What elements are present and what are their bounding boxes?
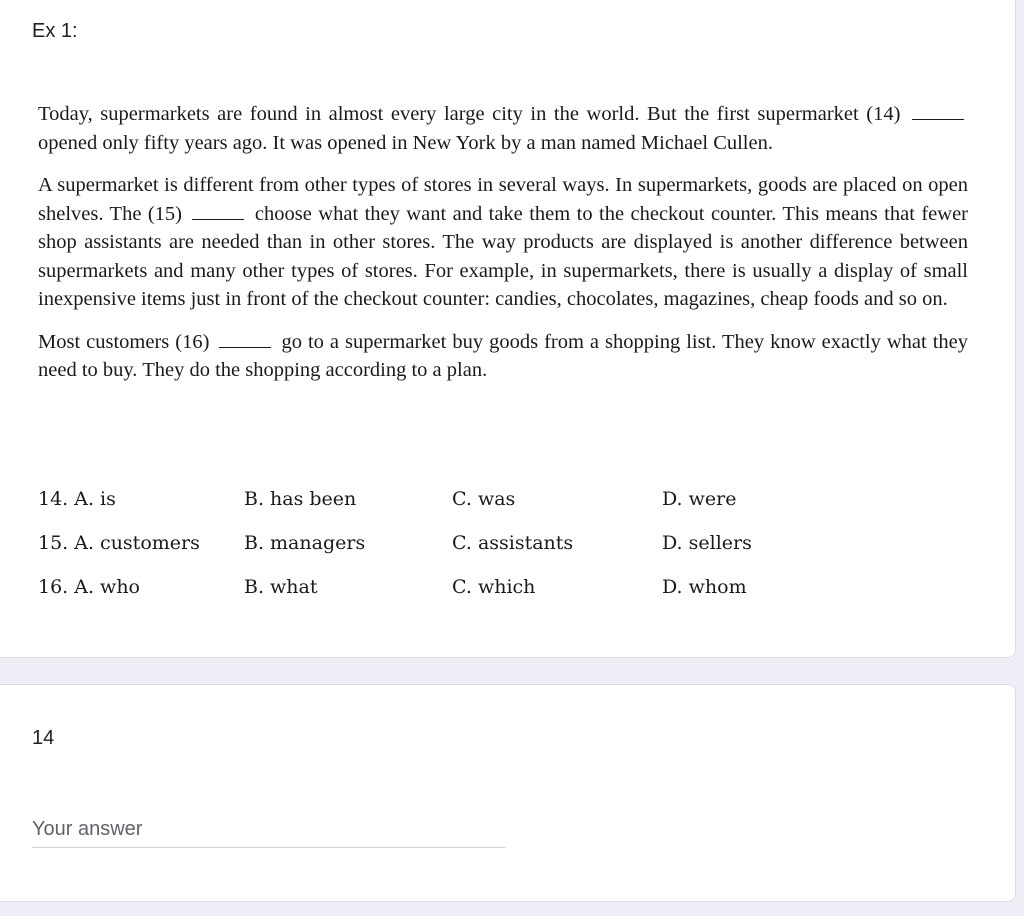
option-14-c: C. was	[452, 488, 516, 510]
question-title: 14	[32, 727, 55, 749]
paragraph-2-part-2: choose what they want and take them to the checkout counter. This means that fewer shop assistants are needed than in other stores. The way products are displayed is another difference between supermarkets and many other types of stores. For example, in supermarkets, there is usually a display of small inexpensive items just in front of the checkout counter: candies, chocolates, magazines, cheap foods and so on.	[38, 202, 969, 310]
option-14-d: D. were	[662, 488, 737, 510]
blank-16	[219, 329, 271, 348]
section-title: Ex 1:	[32, 20, 78, 42]
option-15-a: 15. A. customers	[38, 532, 200, 554]
option-14-b: B. has been	[244, 488, 357, 510]
blank-14	[912, 101, 964, 120]
option-15-c: C. assistants	[452, 532, 574, 554]
option-16-a: 16. A. who	[38, 576, 140, 598]
option-15-d: D. sellers	[662, 532, 752, 554]
option-16-b: B. what	[244, 576, 318, 598]
option-16-d: D. whom	[662, 576, 747, 598]
blank-15	[192, 201, 244, 220]
answer-input[interactable]	[32, 811, 506, 848]
paragraph-1-part-1: Today, supermarkets are found in almost every large city in the world. But the first supermarket (14)	[38, 103, 901, 125]
paragraph-3	[38, 328, 968, 385]
question-card	[0, 684, 1016, 902]
paragraph-1	[38, 100, 968, 157]
paragraph-1-part-2: opened only fifty years ago. It was opened in New York by a man named Michael Cullen.	[38, 131, 773, 154]
option-14-a: 14. A. is	[38, 488, 116, 510]
paragraph-3-part-1: Most customers (16)	[38, 330, 210, 353]
reading-passage	[38, 100, 968, 399]
option-15-b: B. managers	[244, 532, 366, 554]
paragraph-2	[38, 171, 968, 314]
paragraph-2-part-1: A supermarket is different from other types of stores in several ways. In supermarkets, goods are placed on open shelves. The (15)	[38, 174, 968, 225]
option-16-c: C. which	[452, 576, 536, 598]
paragraph-3-part-2: go to a supermarket buy goods from a shopping list. They know exactly what they need to buy. They do the shopping according to a plan.	[38, 330, 969, 381]
